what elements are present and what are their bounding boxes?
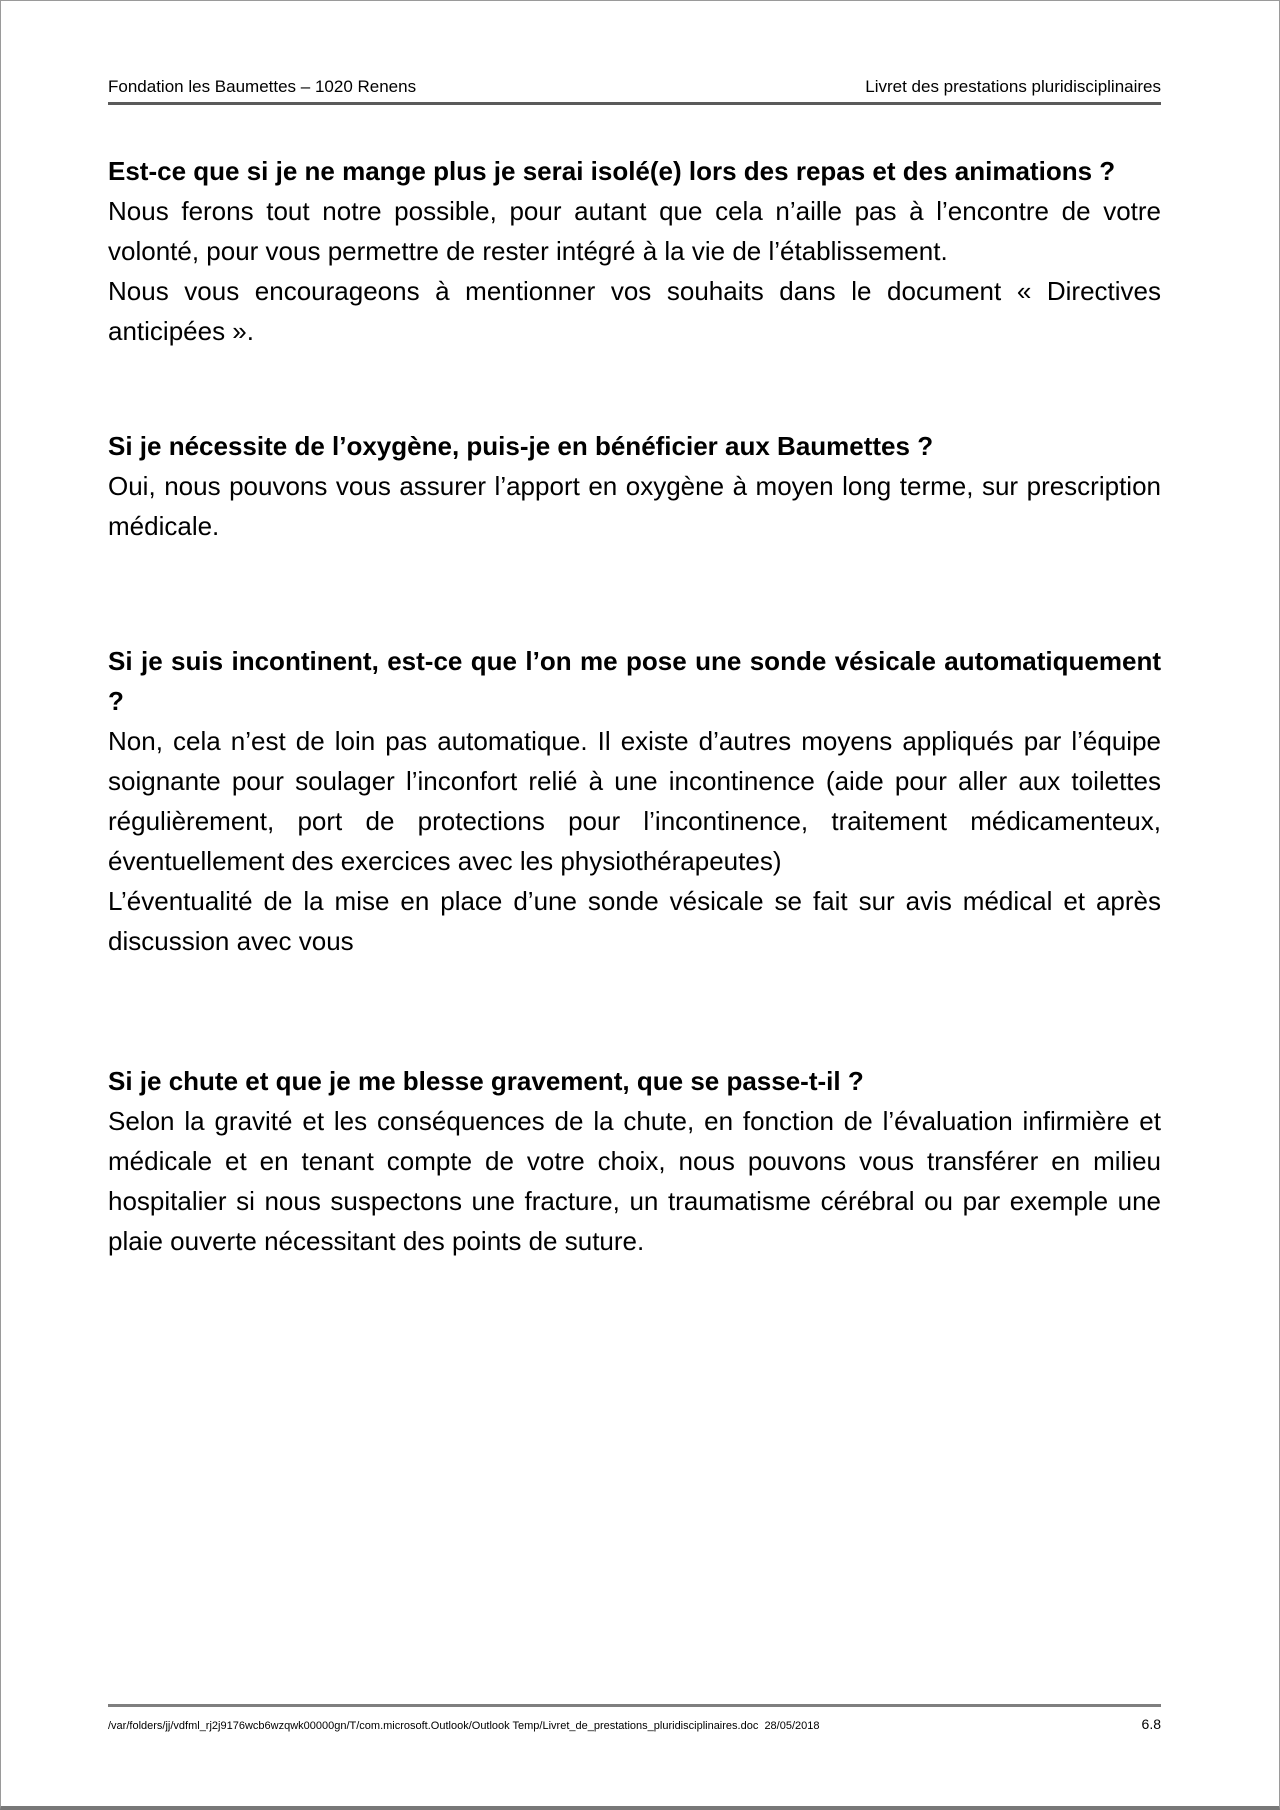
footer-page-number: 6.8 bbox=[1141, 1716, 1161, 1732]
header-organization: Fondation les Baumettes – 1020 Renens bbox=[108, 77, 417, 96]
question-heading: Si je suis incontinent, est-ce que l’on me pose une sonde vésicale automatiquement ? bbox=[108, 646, 1161, 716]
answer-paragraph: L’éventualité de la mise en place d’une sonde vésicale se fait sur avis médical et après discussion avec vous bbox=[108, 886, 1161, 956]
qa-section-fall-injury bbox=[108, 1061, 1161, 1261]
document-body bbox=[108, 151, 1161, 1261]
footer-file-path: /var/folders/jj/vdfml_rj2j9176wcb6wzqwk00000gn/T/com.microsoft.Outlook/Outlook Temp/Livret_de_prestations_pluridisciplinaires.doc 28/05/2018 bbox=[108, 1720, 820, 1732]
question-heading: Si je chute et que je me blesse gravement, que se passe-t-il ? bbox=[108, 1066, 864, 1096]
qa-section-incontinence bbox=[108, 641, 1161, 961]
page-header bbox=[108, 77, 1161, 105]
answer-paragraph: Oui, nous pouvons vous assurer l’apport en oxygène à moyen long terme, sur prescription médicale. bbox=[108, 471, 1161, 541]
question-heading: Si je nécessite de l’oxygène, puis-je en bénéficier aux Baumettes ? bbox=[108, 431, 934, 461]
page-footer bbox=[108, 1704, 1161, 1732]
answer-paragraph: Non, cela n’est de loin pas automatique. Il existe d’autres moyens appliqués par l’équipe soignante pour soulager l’inconfort relié à une incontinence (aide pour aller aux toilettes régulièrement, port de protections pour l’incontinence, traitement médicamenteux, éventuellement des exercices avec les physiothérapeutes) bbox=[108, 726, 1161, 876]
question-heading: Est-ce que si je ne mange plus je serai isolé(e) lors des repas et des animations ? bbox=[108, 156, 1116, 186]
answer-paragraph: Selon la gravité et les conséquences de la chute, en fonction de l’évaluation infirmière et médicale et en tenant compte de votre choix, nous pouvons vous transférer en milieu hospitalier si nous suspectons une fracture, un traumatisme cérébral ou par exemple une plaie ouverte nécessitant des points de suture. bbox=[108, 1106, 1161, 1256]
header-document-title: Livret des prestations pluridisciplinaires bbox=[865, 77, 1161, 96]
answer-paragraph: Nous ferons tout notre possible, pour autant que cela n’aille pas à l’encontre de votre volonté, pour vous permettre de rester intégré à la vie de l’établissement. bbox=[108, 196, 1161, 266]
qa-section-meals-isolation bbox=[108, 151, 1161, 351]
answer-paragraph: Nous vous encourageons à mentionner vos souhaits dans le document « Directives anticipées ». bbox=[108, 276, 1161, 346]
qa-section-oxygen bbox=[108, 426, 1161, 546]
